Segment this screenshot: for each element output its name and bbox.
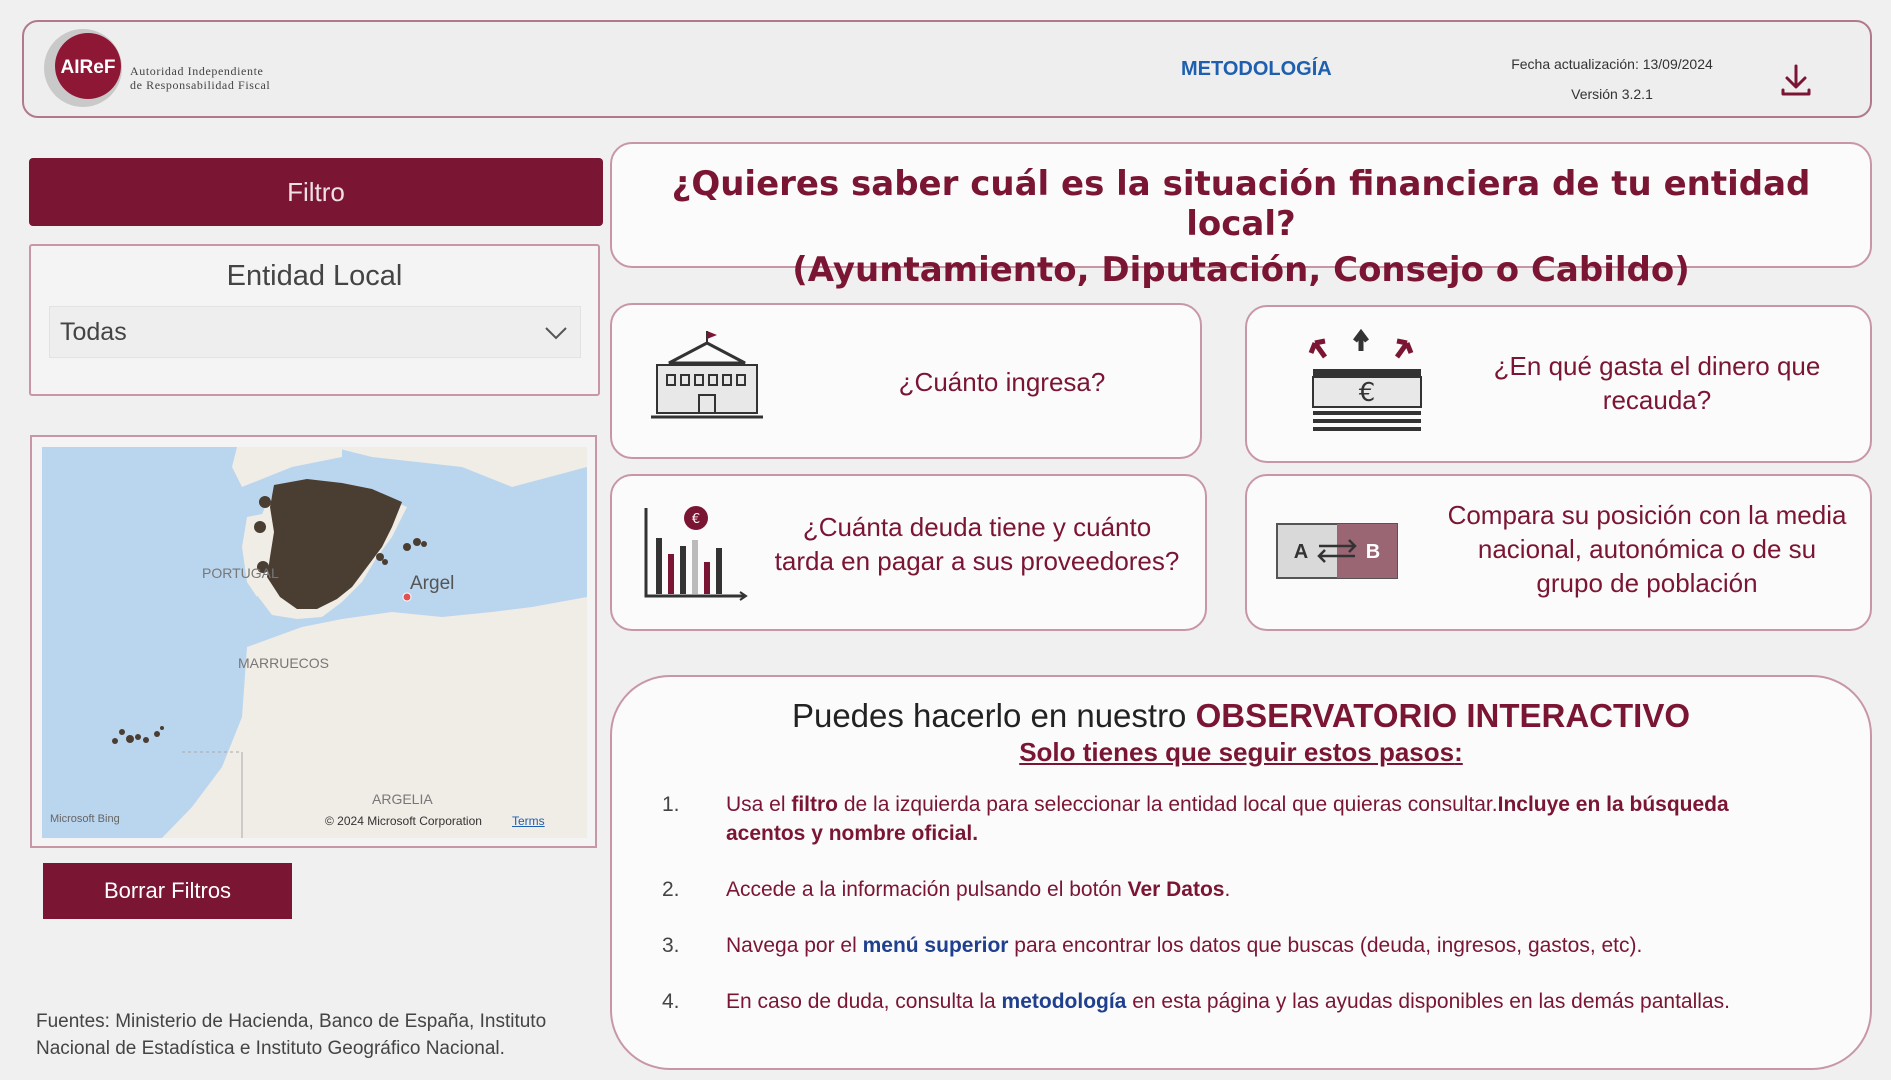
header-bar [22, 20, 1872, 118]
metodologia-inline-link[interactable]: metodología [1001, 990, 1127, 1013]
bing-logo: Microsoft Bing [50, 813, 120, 825]
step-text: En caso de duda, consulta la metodología en esta página y las ayudas disponibles en las demás pantallas. [726, 990, 1730, 1013]
card-gastos[interactable] [1245, 305, 1872, 463]
borrar-filtros-button[interactable]: Borrar Filtros [43, 863, 292, 919]
svg-text:A: A [1293, 541, 1309, 563]
steps-subheading-text: Solo tienes que seguir estos pasos [1019, 737, 1455, 767]
step-number: 3. [662, 934, 680, 957]
steps-subheading-colon: : [1454, 737, 1463, 767]
step-text: Navega por el menú superior para encontrar los datos que buscas (deuda, ingresos, gastos, etc). [726, 934, 1643, 957]
card-compara-text: Compara su posición con la media nacional, autonómica o de su grupo de población [1447, 500, 1847, 598]
map-label-argelia: ARGELIA [372, 791, 433, 807]
map-copyright: © 2024 Microsoft Corporation [325, 814, 482, 828]
step-number: 4. [662, 990, 680, 1013]
metodologia-link[interactable]: METODOLOGÍA [1181, 58, 1332, 80]
step-item [662, 790, 1812, 850]
steps-panel [610, 675, 1872, 1070]
spending-euro-icon [1305, 329, 1425, 444]
sources-note: Fuentes: Ministerio de Hacienda, Banco de España, Instituto Nacional de Estadística e Instituto Geográfico Nacional. [36, 1011, 547, 1059]
compare-ab-icon [1275, 520, 1399, 587]
step-number: 1. [662, 793, 680, 816]
card-gastos-text: ¿En qué gasta el dinero que recauda? [1493, 351, 1821, 415]
question-line-2: (Ayuntamiento, Diputación, Consejo o Cabildo) [792, 250, 1690, 290]
town-hall-icon [647, 325, 767, 426]
debt-chart-icon [640, 504, 750, 609]
airef-logo [40, 28, 126, 108]
step-item [662, 931, 1812, 961]
step-text: Accede a la información pulsando el botón Ver Datos. [726, 878, 1231, 901]
download-icon[interactable] [1776, 60, 1816, 100]
step-number: 2. [662, 878, 680, 901]
entidad-local-dropdown[interactable] [49, 306, 581, 358]
svg-text:€: € [1358, 378, 1376, 408]
entidad-local-value: Todas [60, 317, 127, 346]
logo-sub-line-1: Autoridad Independiente [130, 64, 264, 78]
update-date: Fecha actualización: 13/09/2024 [1511, 56, 1713, 72]
steps-heading [612, 697, 1870, 735]
card-deuda-text: ¿Cuánta deuda tiene y cuánto tarda en pagar a sus proveedores? [774, 512, 1180, 576]
question-title-box [610, 142, 1872, 290]
card-compara[interactable] [1245, 474, 1872, 631]
svg-text:B: B [1365, 541, 1381, 563]
entidad-local-slicer [29, 244, 600, 396]
step-text: Usa el filtro de la izquierda para seleccionar la entidad local que quieras consultar.Incluye en la búsqueda acentos y nombre oficial. [726, 793, 1729, 845]
steps-subheading [612, 737, 1870, 768]
card-ingresos[interactable] [610, 303, 1202, 459]
logo-subtitle [130, 64, 270, 92]
card-ingresos-text: ¿Cuánto ingresa? [898, 367, 1106, 397]
question-line-1: ¿Quieres saber cuál es la situación financiera de tu entidad local? [671, 164, 1811, 244]
map-terms-link[interactable]: Terms [512, 814, 545, 828]
map-canvas[interactable] [42, 447, 587, 838]
chevron-down-icon [542, 319, 570, 347]
filter-header: Filtro [29, 158, 603, 226]
map-label-argel: Argel [410, 573, 455, 594]
steps-heading-text: Puedes hacerlo en nuestro [791, 697, 1196, 734]
steps-heading-bold: OBSERVATORIO INTERACTIVO [1195, 697, 1691, 734]
logo-sub-line-2: de Responsabilidad Fiscal [130, 78, 271, 92]
step-item [662, 987, 1812, 1047]
logo-text: AIReF [60, 57, 116, 78]
map-visual [30, 435, 597, 848]
card-deuda[interactable] [610, 474, 1207, 631]
step-item [662, 875, 1812, 905]
version-label: Versión 3.2.1 [1571, 86, 1653, 102]
map-label-portugal: PORTUGAL [202, 565, 279, 581]
entidad-local-title: Entidad Local [226, 260, 403, 292]
map-label-marruecos: MARRUECOS [238, 655, 330, 671]
svg-text:€: € [691, 512, 701, 527]
